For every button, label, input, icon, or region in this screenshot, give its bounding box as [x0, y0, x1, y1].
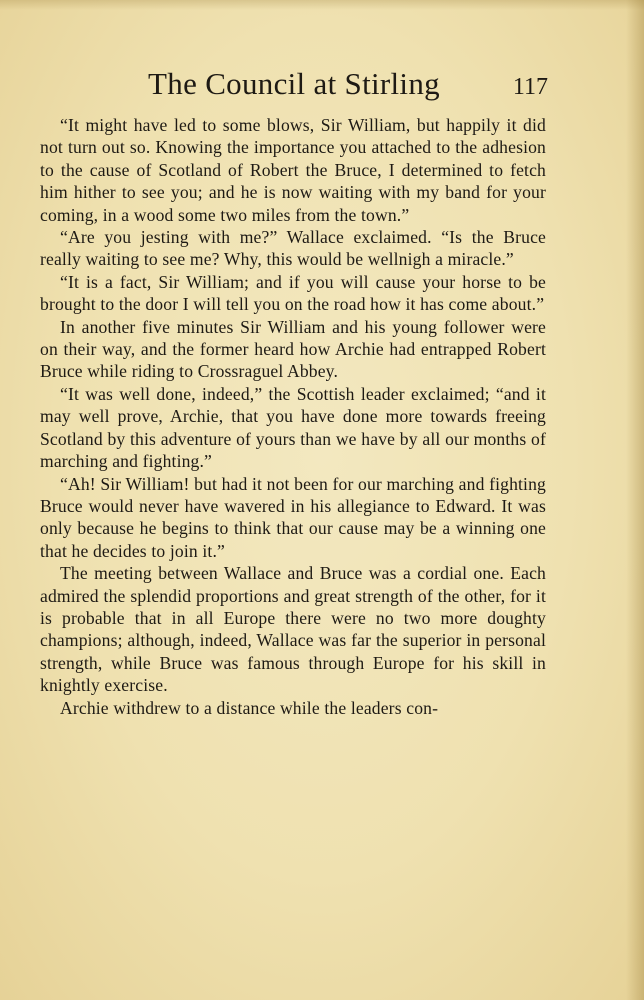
paragraph: “Are you jesting with me?” Wallace exclaimed. “Is the Bruce really waiting to see me? Why, this would be wellnigh a miracle.”: [40, 227, 546, 270]
paragraph: “Ah! Sir William! but had it not been for our marching and fighting Bruce would never have wavered in his allegiance to Edward. It was only because he begins to think that our cause may be a winning one that he decides to join it.”: [40, 473, 546, 561]
paragraph: In another five minutes Sir William and his young follower were on their way, and the former heard how Archie had entrapped Robert Bruce while riding to Crossraguel Abbey.: [40, 316, 546, 382]
paragraph: The meeting between Wallace and Bruce was a cordial one. Each admired the splendid proportions and great strength of the other, for it is probable that in all Europe there were no two more doughty champions; although, indeed, Wallace was far the superior in personal strength, while Bruce was famous through Europe for his skill in knightly exercise.: [40, 563, 546, 696]
paragraph: Archie withdrew to a distance while the leaders con-: [60, 697, 439, 718]
text-body: [40, 114, 546, 719]
paragraph: “It was well done, indeed,” the Scottish leader exclaimed; “and it may well prove, Archie, that you have done more towards freeing Scotland by this adventure of yours than we have by all our months of marching and fighting.”: [40, 383, 546, 472]
page-number: 117: [512, 74, 548, 100]
page-edge-shadow: [626, 0, 644, 1000]
paragraph: “It is a fact, Sir William; and if you will cause your horse to be brought to the door I will tell you on the road how it has come about.”: [40, 271, 546, 315]
paragraph: “It might have led to some blows, Sir William, but happily it did not turn out so. Knowing the importance you attached to the adhesion to the cause of Scotland of Robert the Bruce, I determined to fetch him hither to see you; and he is now waiting with my band for your coming, in a wood some two miles from the town.”: [40, 115, 546, 225]
chapter-title: The Council at Stirling: [148, 66, 440, 101]
page-top-shadow: [0, 0, 644, 10]
running-head: [40, 64, 548, 104]
